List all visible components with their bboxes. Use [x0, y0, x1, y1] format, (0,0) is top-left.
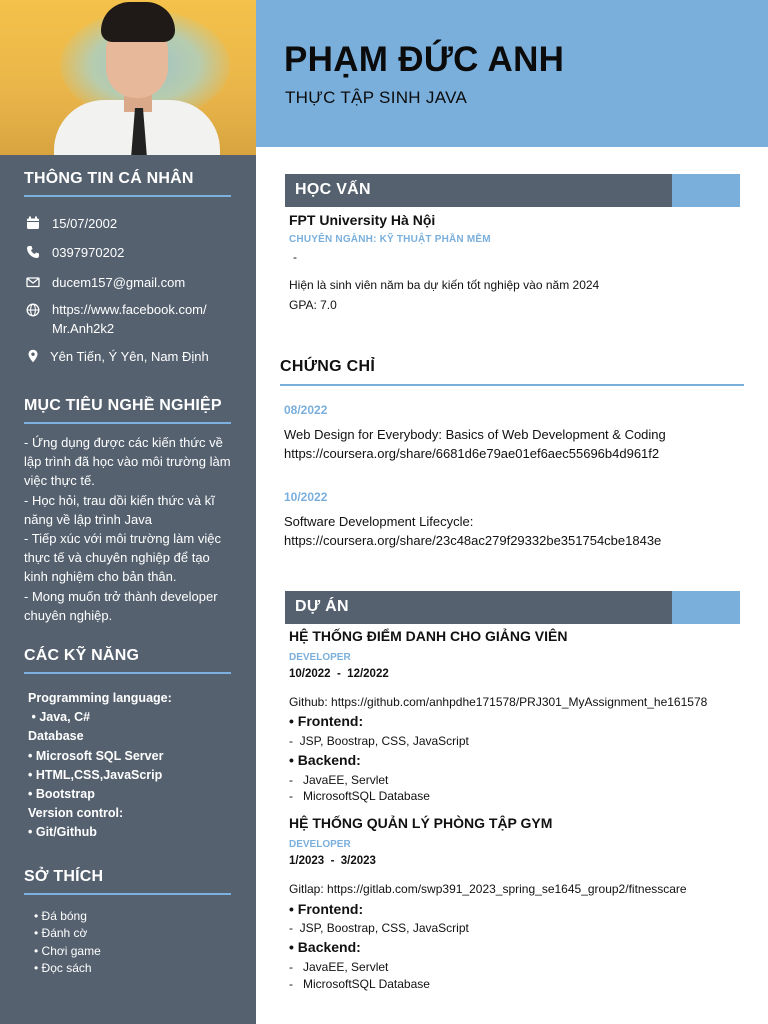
address-row: [24, 347, 209, 366]
hobbies-title: SỞ THÍCH: [24, 868, 104, 885]
education-status: Hiện là sinh viên năm ba dự kiến tốt nghiệp vào năm 2024: [289, 278, 600, 292]
certificate-link[interactable]: https://coursera.org/share/23c48ac279f29332be351754cbe1843e: [284, 533, 662, 548]
certificate-link[interactable]: https://coursera.org/share/6681d6e79ae01ef6aec55696b4d961f2: [284, 446, 660, 461]
frontend-stack: - JSP, Boostrap, CSS, JavaScript: [289, 921, 469, 935]
project-role: DEVELOPER: [289, 652, 351, 663]
hobby-item: • Đọc sách: [34, 961, 92, 976]
career-objective-title: MỤC TIÊU NGHỀ NGHIỆP: [24, 397, 222, 414]
website-row: [24, 300, 207, 338]
objective-paragraph: - Học hỏi, trau dồi kiến thức và kĩ năng về lập trình Java: [24, 492, 215, 527]
backend-stack-item: - MicrosoftSQL Database: [289, 977, 430, 991]
personal-info-divider: [24, 195, 231, 197]
facebook-link[interactable]: [52, 300, 207, 338]
objective-paragraph: - Mong muốn trở thành developer chuyên nghiệp.: [24, 588, 218, 623]
backend-label: • Backend:: [289, 939, 361, 955]
mail-icon: [24, 273, 42, 291]
backend-stack-item: - JavaEE, Servlet: [289, 773, 389, 787]
education-title: HỌC VẤN: [295, 181, 371, 198]
major: CHUYÊN NGÀNH: KỸ THUẬT PHẦN MỀM: [289, 234, 491, 245]
skills-divider: [24, 672, 231, 674]
hobby-item: • Đánh cờ: [34, 926, 88, 941]
certificate-name: Web Design for Everybody: Basics of Web Development & Coding: [284, 427, 666, 442]
website-line-2: Mr.Anh2k2: [52, 321, 115, 336]
certificate-date: 08/2022: [284, 403, 328, 417]
email-link[interactable]: ducem157@gmail.com: [52, 275, 186, 290]
certificate-date: 10/2022: [284, 490, 328, 504]
skill-line: Programming language:: [28, 691, 172, 705]
personal-info-title: THÔNG TIN CÁ NHÂN: [24, 170, 194, 187]
school-name: FPT University Hà Nội: [289, 212, 436, 228]
skill-line: • Microsoft SQL Server: [28, 748, 164, 763]
skill-line: • Bootstrap: [28, 787, 95, 802]
project-title: HỆ THỐNG QUẢN LÝ PHÒNG TẬP GYM: [289, 815, 553, 831]
projects-accent-block: [672, 591, 740, 624]
project-role: DEVELOPER: [289, 839, 351, 850]
skills-title: CÁC KỸ NĂNG: [24, 647, 140, 664]
skills-list: [28, 689, 172, 843]
skill-line: • Java, C#: [28, 710, 91, 725]
objective-paragraph: - Ứng dụng được các kiến thức về lập trình đã học vào môi trường làm việc thực tế.: [24, 435, 231, 489]
backend-label: • Backend:: [289, 752, 361, 768]
birthday-row: [24, 214, 117, 233]
backend-stack-item: - JavaEE, Servlet: [289, 960, 389, 974]
calendar-icon: [24, 214, 42, 232]
project-period: 10/2022 - 12/2022: [289, 668, 389, 680]
hobby-item: • Đá bóng: [34, 909, 87, 923]
job-title: THỰC TẬP SINH JAVA: [285, 88, 468, 107]
career-objective-text: [24, 433, 234, 625]
skill-line: • Git/Github: [28, 825, 97, 840]
address-text: Yên Tiến, Ý Yên, Nam Định: [50, 349, 209, 364]
frontend-label: • Frontend:: [289, 713, 364, 729]
website-line-1: https://www.facebook.com/: [52, 302, 207, 317]
skill-line: Database: [28, 729, 84, 744]
gpa: GPA: 7.0: [289, 298, 337, 312]
sidebar: [0, 0, 256, 1024]
project-period: 1/2023 - 3/2023: [289, 855, 376, 867]
certificate-name: Software Development Lifecycle:: [284, 514, 474, 529]
projects-title: DỰ ÁN: [295, 598, 349, 615]
phone-icon: [24, 243, 42, 261]
profile-photo: [0, 0, 256, 155]
backend-stack-item: - MicrosoftSQL Database: [289, 789, 430, 803]
project-repo-link[interactable]: Github: https://github.com/anhpdhe171578/PRJ301_MyAssignment_he161578: [289, 695, 708, 709]
career-objective-divider: [24, 422, 231, 424]
project-repo-link[interactable]: Gitlap: https://gitlab.com/swp391_2023_spring_se1645_group2/fitnesscare: [289, 882, 687, 896]
education-accent-block: [672, 174, 740, 207]
phone-row: [24, 243, 124, 262]
candidate-name: PHẠM ĐỨC ANH: [284, 40, 565, 79]
hobby-item: • Chơi game: [34, 943, 101, 958]
email-row: [24, 273, 185, 292]
education-header-bar: [285, 174, 740, 207]
projects-header-bar: [285, 591, 740, 624]
hobbies-list: [34, 908, 101, 978]
skill-line: Version control:: [28, 806, 124, 821]
header-banner: [256, 0, 768, 147]
objective-paragraph: - Tiếp xúc với môi trường làm việc thực tế và chuyên nghiệp để tạo kinh nghiệm cho bản thân.: [24, 531, 221, 585]
birthday-text: 15/07/2002: [52, 216, 118, 231]
certificates-title: CHỨNG CHỈ: [280, 358, 376, 375]
certificates-divider: [280, 384, 744, 386]
education-dash: -: [293, 250, 297, 264]
hobbies-divider: [24, 893, 231, 895]
location-pin-icon: [24, 347, 42, 365]
frontend-label: • Frontend:: [289, 901, 364, 917]
frontend-stack: - JSP, Boostrap, CSS, JavaScript: [289, 734, 469, 748]
globe-icon: [24, 301, 42, 319]
skill-line: • HTML,CSS,JavaScrip: [28, 767, 163, 782]
phone-link[interactable]: 0397970202: [52, 245, 125, 260]
project-title: HỆ THỐNG ĐIỂM DANH CHO GIẢNG VIÊN: [289, 628, 568, 644]
